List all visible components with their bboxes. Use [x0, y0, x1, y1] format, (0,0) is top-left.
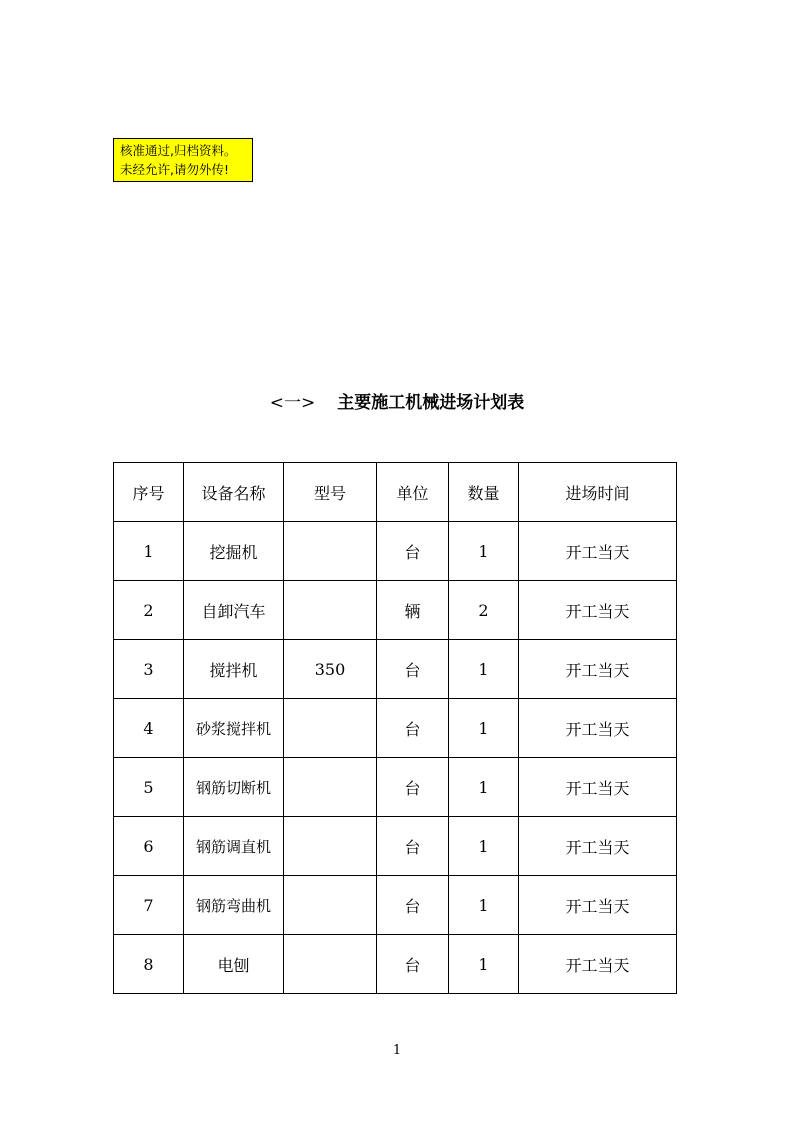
cell-quantity: 1: [449, 935, 519, 994]
header-index: 序号: [114, 463, 184, 522]
cell-index: 8: [114, 935, 184, 994]
cell-equipment-name: 钢筋弯曲机: [184, 876, 284, 935]
cell-index: 6: [114, 817, 184, 876]
cell-quantity: 1: [449, 758, 519, 817]
title-text: 主要施工机械进场计划表: [337, 393, 525, 413]
document-title: [0, 388, 794, 413]
cell-equipment-name: 搅拌机: [184, 640, 284, 699]
page-number: 1: [392, 1043, 402, 1058]
cell-arrival-time: 开工当天: [519, 640, 677, 699]
header-model: 型号: [284, 463, 377, 522]
cell-model: 350: [284, 640, 377, 699]
cell-equipment-name: 挖掘机: [184, 522, 284, 581]
cell-equipment-name: 钢筋切断机: [184, 758, 284, 817]
cell-unit: 辆: [377, 581, 449, 640]
table-row: [114, 876, 677, 935]
cell-model: [284, 522, 377, 581]
cell-unit: 台: [377, 699, 449, 758]
cell-index: 1: [114, 522, 184, 581]
cell-index: 3: [114, 640, 184, 699]
cell-model: [284, 935, 377, 994]
cell-quantity: 2: [449, 581, 519, 640]
cell-arrival-time: 开工当天: [519, 935, 677, 994]
stamp-line-2: 未经允许,请勿外传!: [120, 162, 229, 177]
cell-quantity: 1: [449, 640, 519, 699]
cell-unit: 台: [377, 758, 449, 817]
header-unit: 单位: [377, 463, 449, 522]
stamp-line-1: 核准通过,归档资料。: [120, 143, 237, 158]
cell-quantity: 1: [449, 876, 519, 935]
cell-arrival-time: 开工当天: [519, 699, 677, 758]
archive-stamp: [113, 138, 253, 182]
table-row: [114, 522, 677, 581]
cell-unit: 台: [377, 522, 449, 581]
cell-index: 7: [114, 876, 184, 935]
cell-model: [284, 758, 377, 817]
cell-equipment-name: 自卸汽车: [184, 581, 284, 640]
cell-equipment-name: 钢筋调直机: [184, 817, 284, 876]
cell-model: [284, 581, 377, 640]
cell-equipment-name: 电刨: [184, 935, 284, 994]
cell-model: [284, 817, 377, 876]
table-row: [114, 758, 677, 817]
table-header-row: [114, 463, 677, 522]
table-row: [114, 935, 677, 994]
header-quantity: 数量: [449, 463, 519, 522]
cell-arrival-time: 开工当天: [519, 758, 677, 817]
header-arrival-time: 进场时间: [519, 463, 677, 522]
cell-quantity: 1: [449, 522, 519, 581]
cell-model: [284, 876, 377, 935]
equipment-plan-table: [113, 462, 677, 994]
cell-index: 2: [114, 581, 184, 640]
table-row: [114, 699, 677, 758]
table-row: [114, 817, 677, 876]
table-row: [114, 581, 677, 640]
cell-index: 4: [114, 699, 184, 758]
table-row: [114, 640, 677, 699]
cell-arrival-time: 开工当天: [519, 876, 677, 935]
header-equipment-name: 设备名称: [184, 463, 284, 522]
cell-unit: 台: [377, 935, 449, 994]
cell-unit: 台: [377, 876, 449, 935]
title-prefix: <一>: [269, 393, 316, 413]
cell-arrival-time: 开工当天: [519, 581, 677, 640]
cell-quantity: 1: [449, 699, 519, 758]
cell-unit: 台: [377, 817, 449, 876]
cell-quantity: 1: [449, 817, 519, 876]
cell-index: 5: [114, 758, 184, 817]
cell-unit: 台: [377, 640, 449, 699]
cell-equipment-name: 砂浆搅拌机: [184, 699, 284, 758]
cell-model: [284, 699, 377, 758]
cell-arrival-time: 开工当天: [519, 522, 677, 581]
cell-arrival-time: 开工当天: [519, 817, 677, 876]
